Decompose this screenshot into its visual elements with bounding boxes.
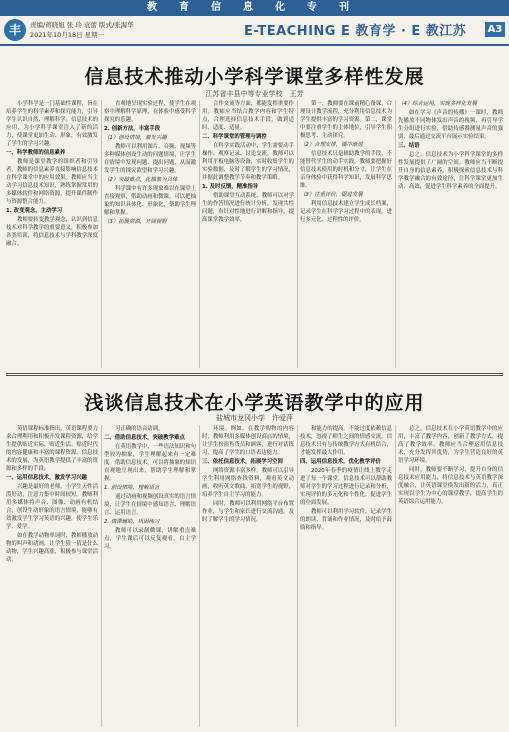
paragraph: 第一，教师要在课前精心备课，合理设计教学流程，充分利用信息技术为学生提供丰富的学习资源。第二，课堂中要注重学生的主体地位，引导学生积极思考、主动探究。: [300, 101, 392, 139]
masthead-band: [0, 0, 509, 16]
column-divider: [297, 100, 298, 368]
column-divider: [101, 100, 102, 368]
paragraph: 信息技术只是辅助教学的手段，不能替代学生的动手实践。教师要把握好信息技术使用的时机和分寸，让学生在亲身体验中获得科学知识，发展科学思维。: [300, 151, 392, 189]
paragraph: 总之，信息技术为小学科学课堂的多样性发展提供了广阔的空间。教师应当不断提升自身的信息素养，积极探索信息技术与科学教学融合的有效途径，让科学课堂更加生动、高效，促进学生科学素养的全面提升。: [398, 152, 503, 190]
paragraph: 教师可以录制微课，讲解重点难点，学生课后可以反复观看，自主学习。: [104, 528, 196, 550]
paragraph: 教师是课堂教学的组织者和引导者，教师的信息素养直接影响信息技术在科学课堂中的应用效果。教师应当主动学习信息技术知识，熟练掌握常用的多媒体软件和网络资源，提升课件制作与资源整合能力。: [6, 159, 98, 205]
newspaper-logo: 丰: [4, 19, 26, 41]
article-divider: [6, 373, 503, 376]
band-char: 教: [147, 2, 157, 13]
section-heading: 1. 及时反馈，精准指导: [202, 184, 259, 190]
band-char: 育: [179, 2, 189, 13]
column-divider: [199, 100, 200, 368]
paragraph: 小学科学是一门基础性课程，旨在培养学生的科学素养和探究能力，引导学生认识自然、理解科学。信息技术的应用，为小学科学课堂注入了新的活力，使课堂更加生动、形象，有效激发了学生的学习兴趣。: [6, 101, 98, 147]
column-divider: [395, 100, 396, 368]
section-heading: 1. 改变观念，主动学习: [6, 208, 63, 214]
article2-column-5: [398, 425, 503, 727]
subsection-heading: （3）注重评价，促进发展: [300, 192, 363, 198]
band-char: 刊: [339, 2, 349, 13]
article1-byline: 江苏省丰县中等专业学校 王芳: [205, 90, 304, 98]
column-divider: [395, 425, 396, 727]
paragraph: 网络资源丰富多样，教师可以引导学生利用网络查找资料，观看英文动画，收听英文歌曲，拓宽学生的视野，培养学生自主学习的能力。: [202, 468, 294, 498]
section-heading: 二、借助信息技术，突破教学难点: [104, 435, 185, 441]
article2-column-2: [104, 425, 196, 727]
section-heading: 二、科学课堂的管理与调控: [202, 134, 267, 140]
paragraph: 如在教学动物单词时，教师播放动物的叫声和动画，让学生猜一猜是什么动物，学生兴趣高涨，积极参与课堂活动。: [6, 533, 98, 563]
article2-column-3: [202, 425, 294, 727]
paragraph: 兴趣是最好的老师。小学生天性活泼好动，注意力集中时间较短。教师利用多媒体将声音、图像、动画有机结合，创设生动形象的语言情境，能够有效激发学生学习英语的兴趣，使学生乐学、爱学。: [6, 484, 98, 530]
section-heading: 2. 创新方法，丰富手段: [104, 126, 161, 132]
article1-column-5: [398, 100, 503, 368]
subsection-heading: 2. 微课辅助，巩固练习: [104, 519, 160, 525]
column-divider: [199, 425, 200, 727]
editor-line: 责编/蒋晓旭 张 玲 袁蕾 版式/张海华: [30, 21, 134, 29]
section-heading: 三、依托信息技术，拓展学习空间: [202, 459, 283, 465]
section-heading: 一、科学教师的信息素养: [6, 150, 66, 156]
paragraph: 直观地呈现实验过程，使学生在观察中理解科学原理，在体验中感受科学探究的乐趣。: [104, 101, 196, 123]
band-char: 化: [275, 2, 285, 13]
paragraph: 借助课堂互动系统，教师可以对学生的作答情况进行统计分析，发现共性问题，有针对性地进行讲解和指导，提高课堂教学效率。: [202, 193, 294, 223]
section-heading: 四、运用信息技术，优化教学评价: [300, 459, 381, 465]
column-divider: [297, 425, 298, 727]
paragraph: 2020年春季的疫情让线上教学走进了每一个课堂。信息技术可以帮助教师对学生的学习过程进行记录和分析，实现评价的多元化和个性化，促进学生的全面发展。: [300, 468, 392, 506]
column-divider: [101, 425, 102, 727]
section-brand: E-TEACHING E 教育学 · E 教江苏: [244, 24, 467, 39]
paragraph: 英语课程标准指出，英语课程要力求合理利用和积极开发课程资源，给学生提供贴近实际、贴近生活、贴近时代的内容健康和丰富的课程资源。信息技术的发展，为英语教学提供了丰富的资源和多样的手段。: [6, 426, 98, 472]
article1-column-2: [104, 100, 196, 368]
article2-byline: 盐城市龙冈小学 许爱萍: [216, 414, 293, 422]
article1-column-3: [202, 100, 294, 368]
band-char: 息: [243, 2, 253, 13]
paragraph: 环境。例如，在教学购物的内容时，教师利用多媒体创设商店的情境，让学生扮演售货员和顾客，进行对话练习，提高了学生的口语表达能力。: [202, 426, 294, 456]
page-number: A3: [485, 22, 505, 37]
article1-column-4: [300, 100, 392, 368]
paragraph: 教师要转变教学观念，认识到信息技术对科学教学的重要意义，积极参加各类培训，将信息技术与学科教学深度融合。: [6, 217, 98, 247]
article1-column-1: [6, 100, 98, 368]
band-char: 专: [307, 2, 317, 13]
paragraph: 教师可以利用学习软件，记录学生的朗读、背诵和作业情况，及时给予鼓励和指导。: [300, 509, 392, 531]
paragraph: 利用信息技术建立学生成长档案，记录学生在科学学习过程中的表现，进行多元化、过程性的评价。: [300, 201, 392, 223]
paragraph: 在科学实践活动中，学生需要动手操作、观察记录、讨论交流。教师可以利用平板电脑等设备，实时收集学生的实验数据，及时了解学生的学习情况，并据此调整教学节奏和教学策略。: [202, 143, 294, 181]
subsection-heading: （2）合理安排，循序渐进: [300, 142, 363, 148]
paragraph: 在英语教学中，一些语法知识和句型较为抽象，学生理解起来有一定难度。借助信息技术，可以将抽象的知识直观地呈现出来，帮助学生理解和掌握。: [104, 444, 196, 482]
subsection-heading: （4）综合运用，实现多样化发展: [398, 101, 477, 107]
article2-column-1: [6, 425, 98, 727]
paragraph: 合作交流等方面，都能发挥重要作用。教师应当结合教学内容和学生特点，合理选择信息技术手段，做到适时、适度、适量。: [202, 101, 294, 131]
article2-title: 浅谈信息技术在小学英语教学中的应用: [84, 392, 425, 414]
paragraph: 教师可以利用图片、音频、视频等多种媒体创设生动的问题情境，让学生在情境中发现问题、提出问题，从而激发学生的探究欲望和学习兴趣。: [104, 144, 196, 174]
paragraph: 习正确的语音语调。: [115, 426, 164, 432]
paragraph: 同时，教师可以利用网络平台布置作业，与学生和家长进行交流沟通，及时了解学生的学习情况。: [202, 501, 294, 523]
subsection-heading: （1）创设情境，激发兴趣: [104, 135, 167, 141]
subsection-heading: （2）突破难点，化抽象为具体: [104, 177, 178, 183]
article2-column-4: [300, 425, 392, 727]
paragraph: 和能力的提高。不能过度依赖信息技术，忽视了师生之间的情感交流，信息技术只有与传统教学方式有机结合，才能发挥最大作用。: [300, 426, 392, 456]
paragraph: 科学课中有许多现象难以在课堂上直接观察，借助动画和微课，可以把抽象的知识具体化、形象化，帮助学生理解和掌握。: [104, 186, 196, 216]
date-line: 2021年10月18日 星期一: [30, 31, 105, 39]
paragraph: 总之，信息技术在小学英语教学中的应用，丰富了教学内容，创新了教学方式，提高了教学效率。教师应当合理运用信息技术，充分发挥其优势，为学生营造良好的英语学习环境。: [398, 426, 503, 464]
paragraph: 通过动画和视频创设真实的语言情境，让学生在情境中感知语言、理解语言、运用语言。: [104, 494, 196, 516]
subsection-heading: （3）拓展资源，开阔视野: [104, 219, 167, 225]
subsection-heading: 1. 创设情境，理解语言: [104, 485, 160, 491]
band-char: 信: [211, 2, 221, 13]
section-heading: 一、运用信息技术，激发学习兴趣: [6, 475, 87, 481]
paragraph: 同时，教师要不断学习，提升自身的信息技术应用能力，将信息技术与英语教学深度融合，让英语课堂焕发出新的活力，真正实现以学生为中心的课堂教学，提高学生的英语综合运用能力。: [398, 467, 503, 505]
masthead: [0, 16, 509, 46]
article1-title: 信息技术推动小学科学课堂多样性发展: [84, 66, 425, 88]
paragraph: 如在学习《声音的传播》一课时，教师先播放不同物体发出声音的视频，再引导学生分组进行实验，借助传感器测量声音的强弱，最后通过交流平台展示实验结果。: [398, 110, 503, 140]
section-heading: 三、结语: [398, 143, 420, 149]
